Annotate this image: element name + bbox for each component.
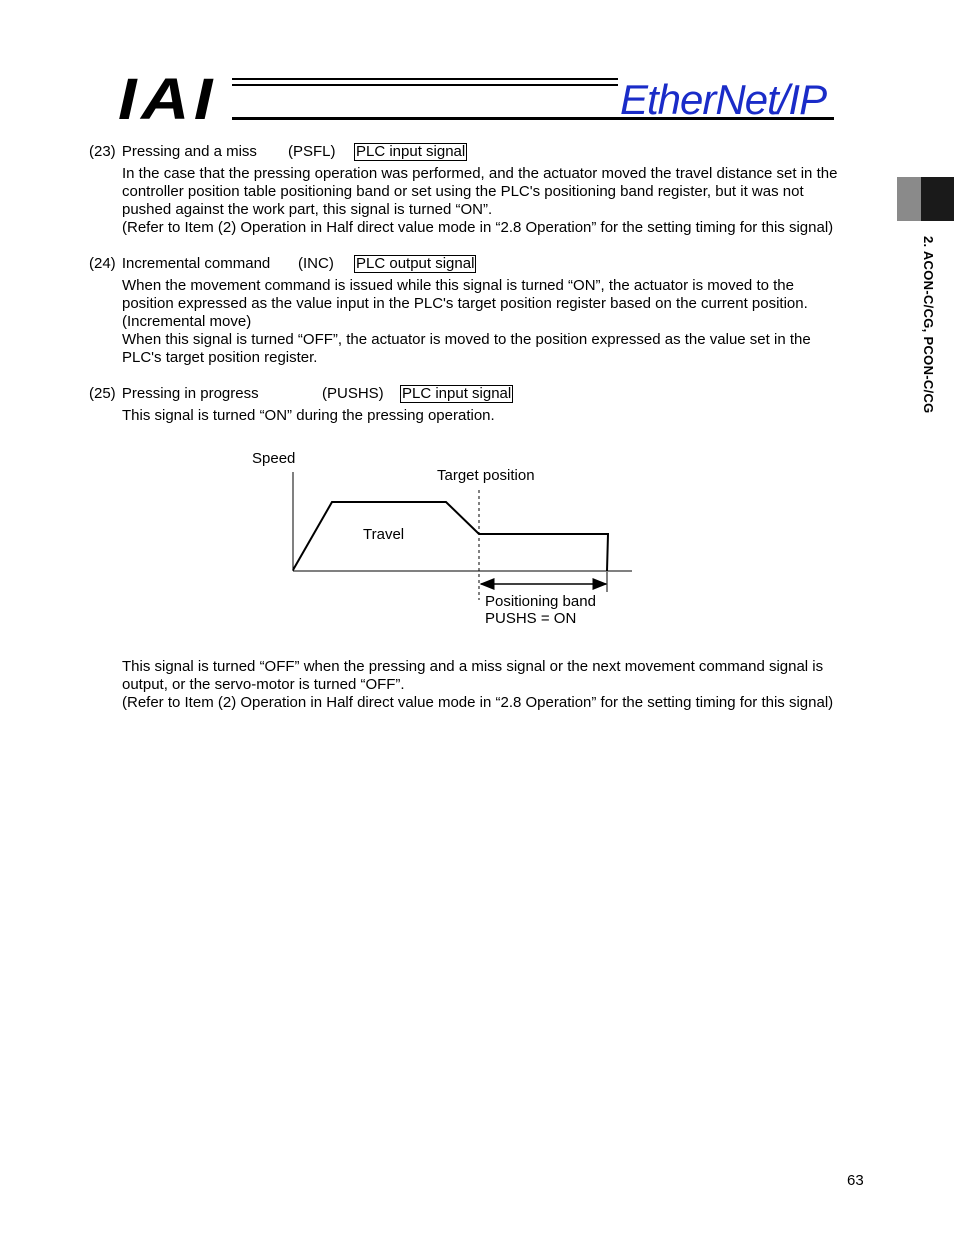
positioning-band-label: Positioning band [485, 593, 596, 610]
ethernet-ip-logo: EtherNet/IP [620, 76, 827, 123]
pushs-on-label: PUSHS = ON [485, 610, 577, 627]
signal-type-label: PLC output signal [356, 255, 475, 272]
body-line: When this signal is turned “OFF”, the actuator is moved to the position expressed as the value set in the [122, 331, 811, 348]
section-number: (24) [89, 255, 116, 272]
body-line: output, or the servo-motor is turned “OFF”. [122, 676, 405, 693]
body-line: position expressed as the value input in the PLC's target position register based on the current position. [122, 295, 808, 312]
section-code: (PUSHS) [322, 385, 384, 402]
travel-label: Travel [363, 526, 405, 543]
section-code: (PSFL) [288, 143, 336, 160]
body-line: This signal is turned “ON” during the pressing operation. [122, 407, 495, 424]
body-line: When the movement command is issued while this signal is turned “ON”, the actuator is moved to the [122, 277, 794, 294]
section-title: Pressing and a miss [121, 143, 257, 160]
speed-profile [293, 502, 608, 571]
body-line: (Refer to Item (2) Operation in Half direct value mode in “2.8 Operation” for the setting timing for this signal) [122, 694, 834, 711]
section-number: (23) [89, 143, 116, 160]
body-line: This signal is turned “OFF” when the pressing and a miss signal or the next movement command signal is [122, 658, 824, 675]
signal-type-label: PLC input signal [356, 143, 466, 160]
page-number: 63 [847, 1172, 864, 1189]
target-position-label: Target position [437, 467, 535, 484]
iai-logo: IAI [118, 67, 218, 132]
section-number: (25) [89, 385, 116, 402]
section-code: (INC) [298, 255, 334, 272]
signal-type-label: PLC input signal [402, 385, 512, 402]
body-line: pushed against the work part, this signal is turned “ON”. [122, 201, 493, 218]
body-line: PLC's target position register. [122, 349, 318, 366]
side-tab-label: 2. ACON-C/CG, PCON-C/CG [921, 236, 936, 414]
body-line: In the case that the pressing operation was performed, and the actuator moved the travel distance set in the [122, 165, 838, 182]
section-title: Pressing in progress [121, 385, 259, 402]
body-line: controller position table positioning band or set using the PLC's positioning band register, but it was not [122, 183, 804, 200]
speed-label: Speed [252, 450, 296, 467]
body-line: (Incremental move) [122, 313, 252, 330]
body-line: (Refer to Item (2) Operation in Half direct value mode in “2.8 Operation” for the setting timing for this signal) [122, 219, 834, 236]
section-title: Incremental command [121, 255, 271, 272]
